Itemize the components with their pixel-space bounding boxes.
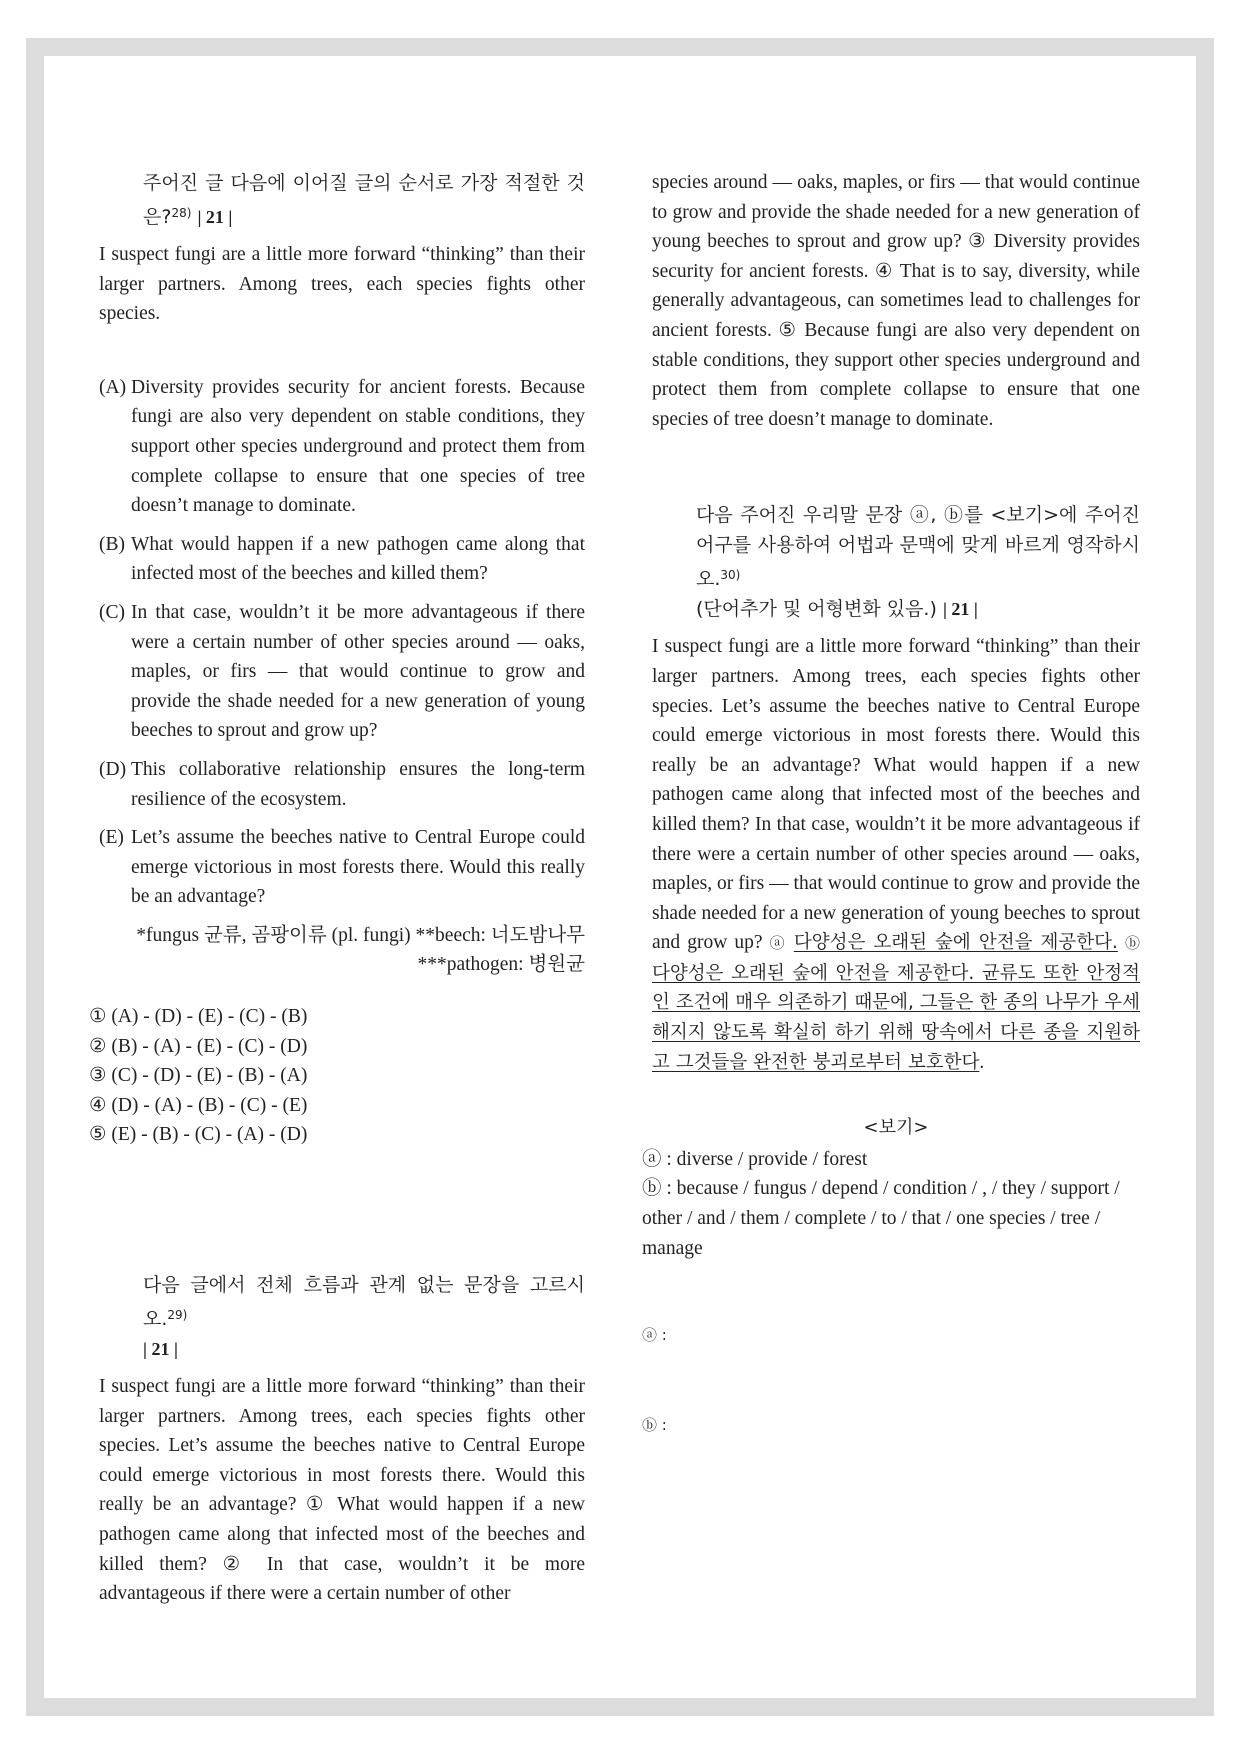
answer-choice-1[interactable]: ① (A) - (D) - (E) - (C) - (B) bbox=[89, 1006, 308, 1028]
question-28-prompt-text: 주어진 글 다음에 이어질 글의 순서로 가장 적절한 것은? bbox=[143, 172, 585, 228]
question-28-footnote bbox=[99, 921, 585, 980]
korean-sentence-a: 다양성은 오래된 숲에 안전을 제공한다. bbox=[793, 932, 1118, 954]
order-item-label: (E) bbox=[99, 827, 124, 849]
question-28-ref: 28) bbox=[171, 206, 192, 220]
question-28-items bbox=[99, 373, 585, 912]
question-29-prompt-text: 다음 글에서 전체 흐름과 관계 없는 문장을 고르시오. bbox=[143, 1274, 585, 1331]
answer-choice-5[interactable]: ⑤ (E) - (B) - (C) - (A) - (D) bbox=[89, 1124, 308, 1146]
question-29-level: | 21 | bbox=[143, 1339, 178, 1360]
bogi-line-b: ⓑ : because / fungus / depend / condition / , / they / support / other / and / them / complete / to / that / one species / tree / manage bbox=[642, 1178, 1120, 1259]
answer-choice-3[interactable]: ③ (C) - (D) - (E) - (B) - (A) bbox=[89, 1065, 308, 1087]
question-30-ref: 30) bbox=[720, 568, 741, 583]
order-item-label: (A) bbox=[99, 376, 127, 398]
order-item-text: What would happen if a new pathogen came along that infected most of the beeches and killed them? bbox=[131, 533, 585, 585]
answer-field-b[interactable]: ⓑ : bbox=[642, 1416, 667, 1435]
footnote-line: *fungus 균류, 곰팡이류 (pl. fungi) **beech: 너도밤나무 bbox=[136, 924, 585, 946]
question-30-prompt-text: 다음 주어진 우리말 문장 ⓐ, ⓑ를 <보기>에 주어진 어구를 사용하여 어법과 문맥에 맞게 바르게 영작하시오. bbox=[696, 504, 1140, 591]
marker-a: ⓐ bbox=[769, 934, 787, 953]
order-item-a bbox=[99, 373, 585, 521]
answer-choice-2[interactable]: ② (B) - (A) - (E) - (C) - (D) bbox=[89, 1035, 308, 1057]
footnote-line: ***pathogen: 병원균 bbox=[417, 954, 585, 976]
answer-choice-4[interactable]: ④ (D) - (A) - (B) - (C) - (E) bbox=[89, 1094, 308, 1116]
order-item-b bbox=[99, 530, 585, 589]
order-item-text: In that case, wouldn’t it be more advantageous if there were a certain number of other species around — oaks, maples, or firs — that would continue to grow and provide the shade needed for a new generation of young beeches to sprout and grow up? bbox=[131, 601, 585, 742]
left-column bbox=[89, 168, 585, 1609]
order-item-text: Diversity provides security for ancient forests. Because fungi are also very dependent on stable conditions, they support other species underground and protect them from complete collapse to ensure that one species of tree doesn’t manage to dominate. bbox=[131, 376, 585, 517]
question-29-prompt bbox=[99, 1270, 585, 1364]
bogi-box bbox=[642, 1113, 1150, 1263]
order-item-d bbox=[99, 755, 585, 814]
question-28-level: | 21 | bbox=[197, 207, 233, 227]
question-29 bbox=[99, 1270, 585, 1609]
marker-b: ⓑ bbox=[1124, 934, 1140, 953]
question-29-passage-part2: species around — oaks, maples, or firs — that would continue to grow and provide the shade needed for a new generation of young beeches to sprout and grow up? ③ Diversity provides security for ancient forests. ④ That is to say, diversity, while generally advantageous, can sometimes lead to challenges for ancient forests. ⑤ Because fungi are also very dependent on stable conditions, they support other species underground and protect them from complete collapse to ensure that one species of tree doesn’t manage to dominate. bbox=[652, 172, 1140, 430]
question-29-passage-part1: I suspect fungi are a little more forward “thinking” than their larger partners. Among trees, each species fights other species. Let’s assume the beeches native to Central Europe could emerge victorious in most forests there. Would this really be an advantage? ① What would happen if a new pathogen came along that infected most of the beeches and killed them? ② In that case, wouldn’t it be more advantageous if there were a certain number of other bbox=[99, 1376, 585, 1605]
order-item-c bbox=[99, 598, 585, 746]
right-column bbox=[642, 168, 1140, 1501]
question-30-passage-text: I suspect fungi are a little more forward “thinking” than their larger partners. Among trees, each species fights other species. Let’s assume the beeches native to Central Europe could emerge victorious in most forests there. Would this really be an advantage? What would happen if a new pathogen came along that infected most of the beeches and killed them? In that case, wouldn’t it be more advantageous if there were a certain number of other species around — oaks, maples, or firs — that would continue to grow and provide the shade needed for a new generation of young beeches to sprout and grow up? bbox=[652, 636, 1140, 954]
order-item-label: (B) bbox=[99, 533, 125, 555]
question-28-prompt bbox=[99, 168, 585, 232]
question-30-level: | 21 | bbox=[942, 599, 978, 620]
question-30 bbox=[642, 500, 1140, 1501]
bogi-title: <보기> bbox=[863, 1117, 929, 1139]
answer-area bbox=[642, 1321, 1140, 1501]
sentence-period: . bbox=[979, 1051, 985, 1073]
question-29-ref: 29) bbox=[167, 1308, 188, 1323]
answer-field-a[interactable]: ⓐ : bbox=[642, 1326, 667, 1345]
bogi-line-a: ⓐ : diverse / provide / forest bbox=[642, 1148, 868, 1170]
order-item-label: (D) bbox=[99, 758, 127, 780]
question-30-prompt bbox=[652, 500, 1140, 624]
korean-sentence-b: 다양성은 오래된 숲에 안전을 제공한다. 균류도 또한 안정적인 조건에 매우 의존하기 때문에, 그들은 한 종의 나무가 우세해지지 않도록 확실히 하기 위해 땅속에서 다른 종을 지원하고 그것들을 완전한 붕괴로부터 보호한다 bbox=[652, 962, 1140, 1073]
order-item-text: Let’s assume the beeches native to Central Europe could emerge victorious in most forests there. Would this really be an advantage? bbox=[131, 827, 585, 908]
question-30-prompt-tail: (단어추가 및 어형변화 있음.) bbox=[696, 598, 937, 621]
question-28-passage: I suspect fungi are a little more forward “thinking” than their larger partners. Among trees, each species fights other species. bbox=[99, 244, 585, 325]
order-item-e bbox=[99, 823, 585, 912]
order-item-label: (C) bbox=[99, 601, 125, 623]
order-item-text: This collaborative relationship ensures the long-term resilience of the ecosystem. bbox=[131, 758, 585, 810]
question-28-choices bbox=[89, 1002, 585, 1150]
question-30-passage bbox=[652, 632, 1140, 1077]
